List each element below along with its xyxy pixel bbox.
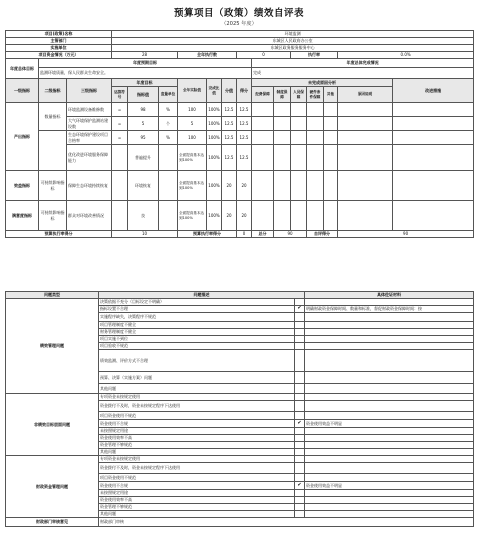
issue-check-icon[interactable] — [295, 474, 305, 482]
indicator-value: 5 — [128, 117, 159, 131]
indicator-name: 环境监测设备维修数 — [67, 103, 112, 117]
indicator-actual: 全面提高基本达到100% — [178, 171, 207, 201]
hdr-value: 指标值 — [128, 87, 159, 103]
indicator-score: 12.5 — [222, 131, 237, 145]
self-score: 90 — [338, 231, 474, 238]
issue-row — [6, 299, 474, 306]
indicator-table — [5, 30, 474, 238]
indicator-got: 20 — [237, 201, 252, 231]
issue-text: 资金拨付不及时，资金未按规定程序下达使用 — [99, 463, 295, 474]
issue-note — [305, 449, 474, 456]
indicator-got: 20 — [237, 171, 252, 201]
issue-text: 项目验收不规范 — [99, 343, 295, 350]
goals-planned-label: 年度预期目标 — [39, 59, 252, 68]
issue-text: 其他问题 — [99, 449, 295, 456]
issue-note — [305, 384, 474, 394]
self-score-label: 自评得分 — [307, 231, 338, 238]
issue-note — [305, 435, 474, 442]
issue-check-icon[interactable] — [295, 463, 305, 474]
budget-score: 10 — [112, 231, 178, 238]
indicator-score: 20 — [222, 201, 237, 231]
indicator-score: 12.5 — [222, 145, 237, 171]
indicator-unit — [159, 145, 178, 171]
issue-text: 其他问题 — [99, 384, 295, 394]
budget-got-label: 预算执行率得分 — [178, 231, 237, 238]
indicator-name: 保障生态环境持续恢复 — [67, 171, 112, 201]
exec-rate-label: 执行率 — [291, 52, 338, 59]
issue-note — [305, 504, 474, 511]
footer-label: 财政部门审核意见 — [6, 518, 99, 527]
issue-note — [305, 343, 474, 350]
project-name: 环境监测 — [112, 31, 474, 38]
issue-check-icon[interactable] — [295, 511, 305, 518]
issue-text: 专项资金未按规定使用 — [99, 456, 295, 463]
goals-actual: 完成 — [252, 68, 474, 79]
issue-note — [305, 511, 474, 518]
issue-note — [305, 497, 474, 504]
indicator-value: 98 — [128, 103, 159, 117]
indicator-actual: 全面提高基本达到100% — [178, 145, 207, 171]
issue-check-icon[interactable] — [295, 329, 305, 336]
indicator-op — [112, 171, 128, 201]
issue-group-label: 非绩效目标层面问题 — [6, 394, 99, 456]
dept-label: 主管部门 — [6, 38, 112, 45]
hdr-reason-group: 未完成原因分析 — [252, 79, 393, 87]
indicator-unit: % — [159, 131, 178, 145]
indicator-value: 95 — [128, 131, 159, 145]
issue-check-icon[interactable]: ✔ — [295, 420, 305, 428]
hdr-unit: 度量单位 — [159, 87, 178, 103]
issue-text: 资金管理不够规范 — [99, 442, 295, 449]
issue-row — [6, 394, 474, 401]
issue-row — [6, 456, 474, 463]
issue-note: 明确财政资金保障时间、数量和标准，督促财政资金保障时间：按 — [305, 306, 474, 313]
indicator-score: 20 — [222, 171, 237, 201]
project-name-label: 项目(政策)名称 — [6, 31, 112, 38]
issue-text: 指标设置不合理 — [99, 306, 295, 313]
indicator-unit: % — [159, 103, 178, 117]
issue-check-icon[interactable] — [295, 336, 305, 343]
footer-value: 财政部门审核 — [99, 518, 474, 527]
issue-text: 资金使用不合规 — [99, 482, 295, 490]
total-score: 90 — [274, 231, 307, 238]
unit-name: 东城区政务服务服务中心 — [112, 45, 474, 52]
indicator-got: 12.5 — [237, 145, 252, 171]
indicator-name: 大气环境保护监测站建设数 — [67, 117, 112, 131]
issue-text: 资金拨付不及时，资金未按规定程序下达使用 — [99, 401, 295, 412]
hdr-r4: 硬件条件保障 — [307, 87, 324, 103]
issue-note — [305, 336, 474, 343]
issue-note — [305, 329, 474, 336]
hdr-l2: 二级指标 — [39, 79, 67, 103]
issue-check-icon[interactable] — [295, 490, 305, 497]
indicator-rate: 100% — [207, 171, 222, 201]
hdr-r6: 原因说明 — [338, 87, 393, 103]
issue-note — [305, 490, 474, 497]
indicator-actual: 100 — [178, 131, 207, 145]
budget-score-label: 预算执行率得分 — [6, 231, 112, 238]
indicator-rate: 100% — [207, 131, 222, 145]
form-title: 预算项目（政策）绩效自评表 — [173, 8, 304, 19]
indicator-unit — [159, 171, 178, 201]
indicator-value: 普遍提升 — [128, 145, 159, 171]
indicator-rate: 100% — [207, 145, 222, 171]
issue-text: 其他问题 — [99, 511, 295, 518]
hdr-improve: 改进措施 — [393, 79, 474, 103]
indicator-score: 12.5 — [222, 103, 237, 117]
issue-note — [305, 372, 474, 384]
hdr-r1: 经费保障 — [252, 87, 274, 103]
issue-check-icon[interactable]: ✔ — [295, 482, 305, 490]
issue-check-icon[interactable] — [295, 299, 305, 306]
indicator-op — [112, 201, 128, 231]
issue-note — [305, 428, 474, 435]
indicator-got: 12.5 — [237, 131, 252, 145]
hdr-r3: 人员保障 — [291, 87, 307, 103]
issue-text: 资金使用效率不高 — [99, 435, 295, 442]
unit-label: 实施单位 — [6, 45, 112, 52]
issue-check-icon[interactable] — [295, 372, 305, 384]
issue-check-icon[interactable]: ✔ — [295, 306, 305, 313]
issue-text: 项目资金使用不规范 — [99, 474, 295, 482]
indicator-actual: 5 — [178, 117, 207, 131]
indicator-rate: 100% — [207, 117, 222, 131]
issues-desc-header: 具体佐证材料 — [305, 292, 474, 299]
l1-output: 产出指标 — [6, 103, 39, 171]
issue-check-icon[interactable] — [295, 384, 305, 394]
indicator-rate: 100% — [207, 103, 222, 117]
issue-text: 未按照规定用途 — [99, 428, 295, 435]
indicator-op — [112, 145, 128, 171]
issue-check-icon[interactable] — [295, 412, 305, 420]
indicator-got: 12.5 — [237, 117, 252, 131]
issue-text: 项目管理制度不健全 — [99, 322, 295, 329]
issue-note — [305, 442, 474, 449]
issue-note — [305, 463, 474, 474]
issue-text: 实施程序缺失，决策程序不规范 — [99, 313, 295, 322]
issue-check-icon[interactable] — [295, 449, 305, 456]
issue-text: 专项资金未按规定使用 — [99, 394, 295, 401]
hdr-r2: 制度保障 — [274, 87, 291, 103]
hdr-actual: 全年实际值 — [178, 79, 207, 103]
issue-text: 项目资金使用不规范 — [99, 412, 295, 420]
l2-quantity: 数量指标 — [39, 103, 67, 131]
goals-planned: 监测环境质量，保人民群众生命安全。 — [39, 68, 252, 79]
issue-check-icon[interactable] — [295, 504, 305, 511]
issue-note: 资金使用效益不明显 — [305, 420, 474, 428]
issue-text: 财务管理制度不健全 — [99, 329, 295, 336]
indicator-value: 环境恢复 — [128, 171, 159, 201]
issue-note — [305, 394, 474, 401]
l1-satisfaction: 满意度指标 — [6, 201, 39, 231]
issue-note — [305, 350, 474, 372]
issue-check-icon[interactable] — [295, 322, 305, 329]
funds-executed: 0 — [237, 52, 291, 59]
indicator-rate: 100% — [207, 201, 222, 231]
issue-check-icon[interactable] — [295, 435, 305, 442]
issue-text: 资金使用不合规 — [99, 420, 295, 428]
indicator-actual: 100 — [178, 103, 207, 117]
issue-text: 未按照规定用途 — [99, 490, 295, 497]
issue-note — [305, 313, 474, 322]
l2-sustain: 可持续影响指标 — [39, 201, 67, 231]
issue-text: 决策依据不充分（目标设定不明确） — [99, 299, 295, 306]
hdr-r5: 其他 — [324, 87, 338, 103]
indicator-name: 优化改进环境服务保障能力 — [67, 145, 112, 171]
issues-kind-header: 问题类型 — [6, 292, 99, 299]
hdr-l1: 一级指标 — [6, 79, 39, 103]
dept-name: 东城区人民政府办公室 — [112, 38, 474, 45]
issue-note — [305, 322, 474, 329]
issues-body — [6, 299, 474, 518]
l2-sustain: 可持续影响指标 — [39, 171, 67, 201]
issue-check-icon[interactable] — [295, 350, 305, 372]
issue-check-icon[interactable] — [295, 401, 305, 412]
issue-note — [305, 401, 474, 412]
issue-note — [305, 299, 474, 306]
issue-text: 资金使用效率不高 — [99, 497, 295, 504]
issue-text: 绩效监测、评价方式不合理 — [99, 350, 295, 372]
issue-text: 资金管理不够规范 — [99, 504, 295, 511]
l1-benefit: 效益指标 — [6, 171, 39, 201]
indicator-score: 12.5 — [222, 117, 237, 131]
issue-note — [305, 474, 474, 482]
form-subtitle: （2025 年度） — [221, 21, 257, 27]
indicator-op: = — [112, 117, 128, 131]
issue-note — [305, 456, 474, 463]
issue-group-label: 绩效管理问题 — [6, 299, 99, 394]
issue-check-icon[interactable] — [295, 394, 305, 401]
issue-check-icon[interactable] — [295, 497, 305, 504]
issue-group-label: 财政资金管理问题 — [6, 456, 99, 518]
issue-text: 项目实施不到位 — [99, 336, 295, 343]
issue-text: 预算、决算（实施方案）问题 — [99, 372, 295, 384]
hdr-got: 得分 — [237, 79, 252, 103]
goals-actual-label: 年度总体完成情况 — [252, 59, 474, 68]
hdr-plan-group: 年度目标 — [112, 79, 178, 87]
hdr-rate: 完成比值 — [207, 79, 222, 103]
indicator-name: 生态环境保护建设项目合格率 — [67, 131, 112, 145]
goals-label: 年度总体目标 — [6, 59, 39, 79]
l2-quality — [39, 131, 67, 171]
issue-check-icon[interactable] — [295, 313, 305, 322]
issue-note: 资金使用效益不明显 — [305, 482, 474, 490]
exec-rate: 0.0% — [338, 52, 474, 59]
issues-table — [5, 291, 474, 527]
total-label: 总分 — [252, 231, 274, 238]
issue-check-icon[interactable] — [295, 442, 305, 449]
hdr-l3: 三级指标 — [67, 79, 112, 103]
indicator-value: 良 — [128, 201, 159, 231]
indicator-actual: 全面提高基本达到100% — [178, 201, 207, 231]
issue-check-icon[interactable] — [295, 343, 305, 350]
indicator-name: 群众对环境改善情况 — [67, 201, 112, 231]
funds-executed-label: 全年执行数 — [178, 52, 237, 59]
indicator-unit: 个 — [159, 117, 178, 131]
budget-got: 0 — [237, 231, 252, 238]
funds-label: 项目资金情况（万元） — [6, 52, 112, 59]
indicator-unit — [159, 201, 178, 231]
issue-check-icon[interactable] — [295, 456, 305, 463]
indicator-op: = — [112, 131, 128, 145]
indicator-got: 12.5 — [237, 103, 252, 117]
funds-annual: 28 — [112, 52, 178, 59]
issue-note — [305, 412, 474, 420]
issue-check-icon[interactable] — [295, 428, 305, 435]
hdr-score: 分值 — [222, 79, 237, 103]
hdr-op: 运算符号 — [112, 87, 128, 103]
indicator-op: = — [112, 103, 128, 117]
issues-trace-header: 问题描述 — [99, 292, 305, 299]
